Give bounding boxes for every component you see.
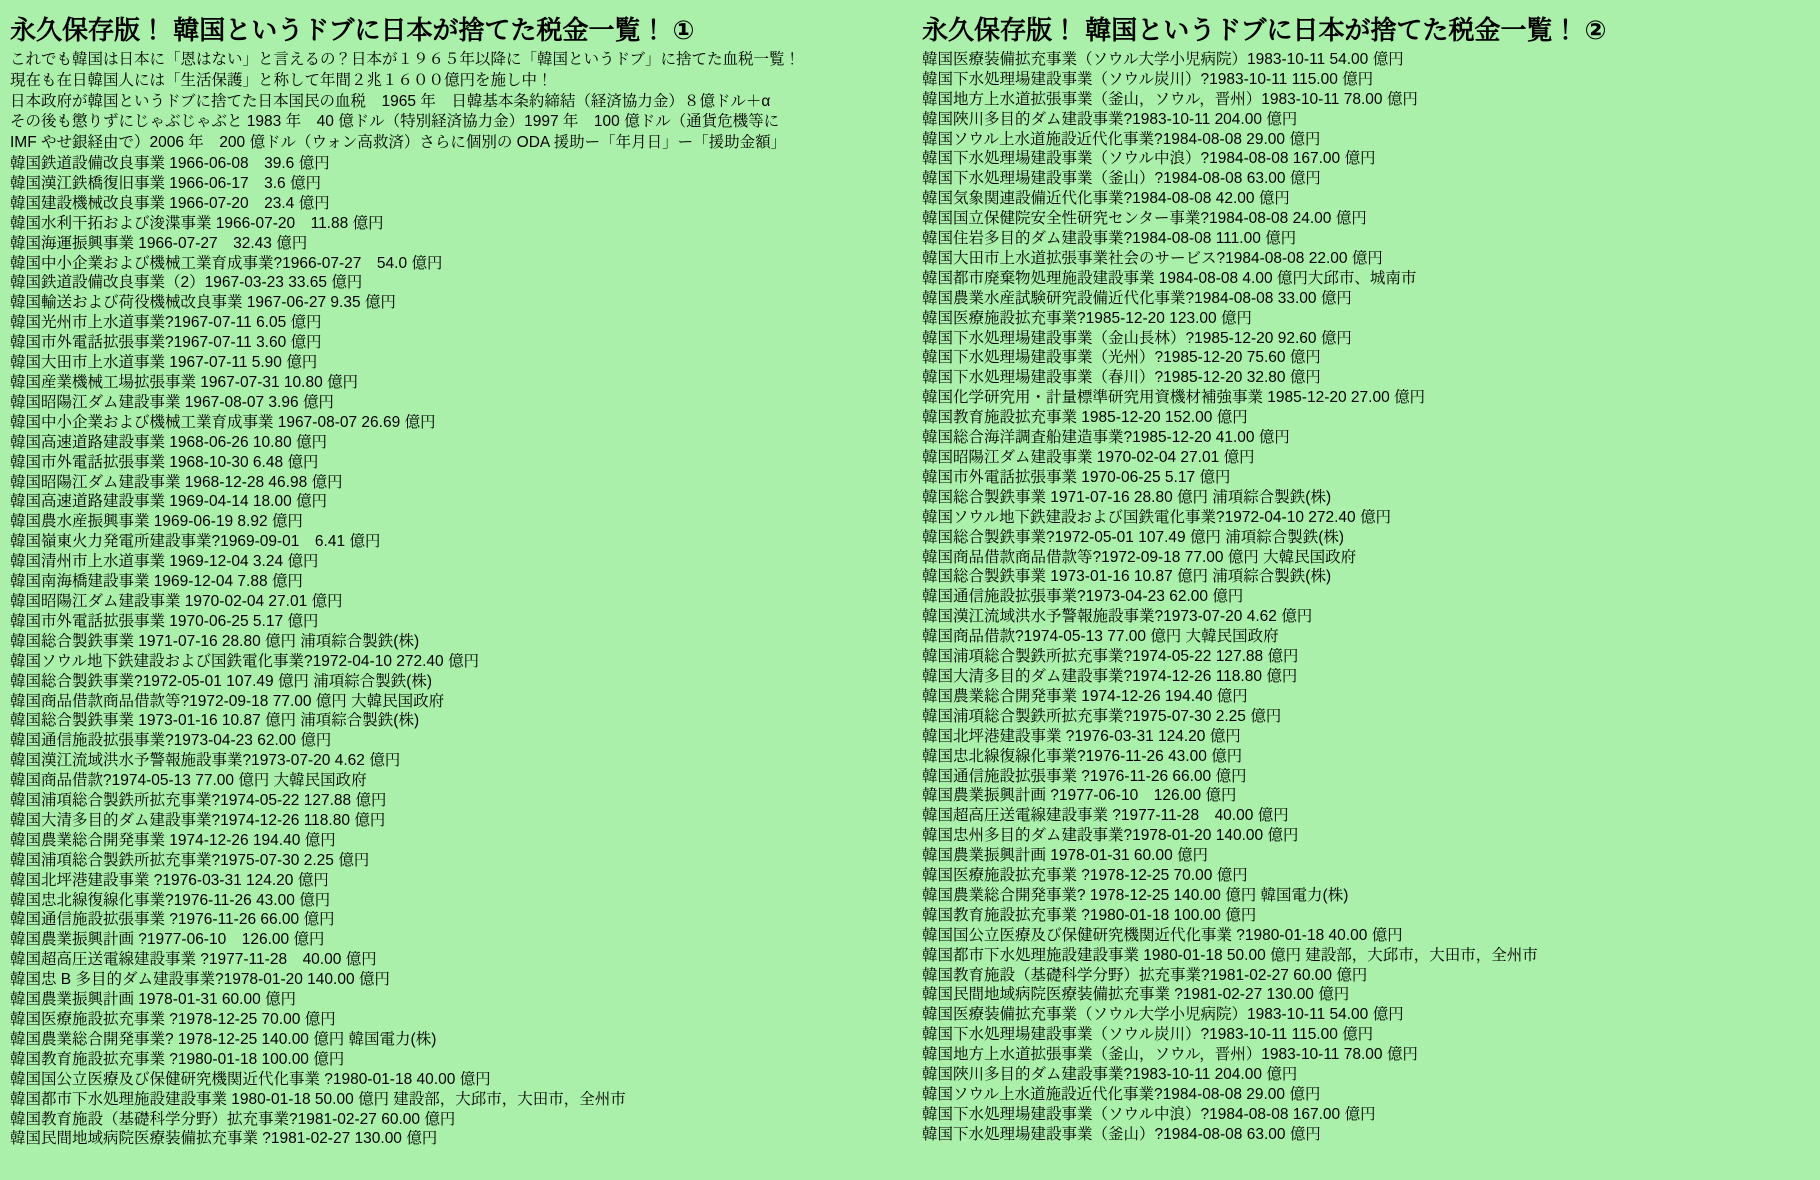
list-item: 韓国化学研究用・計量標準研究用資機材補強事業 1985-12-20 27.00 億円	[922, 389, 1425, 407]
list-item: 韓国医療装備拡充事業（ソウル大学小児病院）1983-10-11 54.00 億円	[922, 1006, 1404, 1024]
list-item: 韓国住岩多目的ダム建設事業?1984-08-08 111.00 億円	[922, 230, 1297, 248]
list-item: 韓国中小企業および機械工業育成事業?1966-07-27 54.0 億円	[10, 254, 443, 272]
list-item: 韓国浦項総合製鉄所拡充事業?1975-07-30 2.25 億円	[10, 851, 370, 869]
list-item: 韓国北坪港建設事業 ?1976-03-31 124.20 億円	[10, 871, 329, 889]
list-item: 韓国市外電話拡張事業 1968-10-30 6.48 億円	[10, 453, 319, 471]
list-item: 韓国漢江流域洪水予警報施設事業?1973-07-20 4.62 億円	[10, 752, 401, 770]
column-left-title-text: 永久保存版！ 韓国というドブに日本が捨てた税金一覧！	[10, 15, 667, 45]
list-item: 韓国下水処理場建設事業（金山長林）?1985-12-20 92.60 億円	[922, 329, 1352, 347]
list-item: 韓国総合海洋調査船建造事業?1985-12-20 41.00 億円	[922, 429, 1290, 447]
list-item: 韓国嶺東火力発電所建設事業?1969-09-01 6.41 億円	[10, 533, 381, 551]
column-left-number: ①	[672, 15, 695, 45]
list-item: 韓国大清多目的ダム建設事業?1974-12-26 118.80 億円	[922, 667, 1298, 685]
list-item: 韓国ソウル地下鉄建設および国鉄電化事業?1972-04-10 272.40 億円	[10, 652, 479, 670]
list-item: 韓国教育施設拡充事業 ?1980-01-18 100.00 億円	[10, 1050, 345, 1068]
list-item: 韓国鉄道設備改良事業 1966-06-08 39.6 億円	[10, 155, 330, 173]
list-item: 韓国超高圧送電線建設事業 ?1977-11-28 40.00 億円	[10, 951, 377, 969]
list-item: 韓国市外電話拡張事業 1970-06-25 5.17 億円	[922, 468, 1231, 486]
list-item: 韓国商品借款?1974-05-13 77.00 億円 大韓民国政府	[922, 628, 1279, 646]
list-item: 韓国忠北線復線化事業?1976-11-26 43.00 億円	[922, 747, 1243, 765]
lead-line: その後も懲りずにじゃぶじゃぶと 1983 年 40 億ドル（特別経済協力金）1997 年 100 億ドル（通貨危機等に	[10, 113, 780, 131]
list-item: 韓国総合製鉄事業?1972-05-01 107.49 億円 浦項綜合製鉄(株)	[10, 672, 433, 690]
list-item: 韓国教育施設（基礎科学分野）拡充事業?1981-02-27 60.00 億円	[922, 966, 1368, 984]
list-item: 韓国忠北線復線化事業?1976-11-26 43.00 億円	[10, 891, 331, 909]
list-item: 韓国民間地域病院医療装備拡充事業 ?1981-02-27 130.00 億円	[922, 986, 1350, 1004]
list-item: 韓国地方上水道拡張事業（釜山，ソウル，晋州）1983-10-11 78.00 億円	[922, 1046, 1418, 1064]
list-item: 韓国通信施設拡張事業?1973-04-23 62.00 億円	[922, 588, 1244, 606]
list-item: 韓国鉄道設備改良事業（2）1967-03-23 33.65 億円	[10, 274, 363, 292]
list-item: 韓国農業振興計画 ?1977-06-10 126.00 億円	[10, 931, 325, 949]
list-item: 韓国建設機械改良事業 1966-07-20 23.4 億円	[10, 194, 330, 212]
list-item: 韓国医療施設拡充事業?1985-12-20 123.00 億円	[922, 309, 1252, 327]
list-item: 韓国下水処理場建設事業（春川）?1985-12-20 32.80 億円	[922, 369, 1321, 387]
list-item: 韓国大田市上水道拡張事業社会のサービス?1984-08-08 22.00 億円	[922, 249, 1383, 267]
list-item: 韓国ソウル上水道施設近代化事業?1984-08-08 29.00 億円	[922, 130, 1321, 148]
list-item: 韓国国公立医療及び保健研究機関近代化事業 ?1980-01-18 40.00 億円	[922, 926, 1403, 944]
list-item: 韓国浦項総合製鉄所拡充事業?1974-05-22 127.88 億円	[10, 792, 387, 810]
list-item: 韓国総合製鉄事業 1973-01-16 10.87 億円 浦項綜合製鉄(株)	[10, 712, 420, 730]
list-item: 韓国市外電話拡張事業 1970-06-25 5.17 億円	[10, 612, 319, 630]
list-item: 韓国忠州多目的ダム建設事業?1978-01-20 140.00 億円	[922, 827, 1299, 845]
list-item: 韓国中小企業および機械工業育成事業 1967-08-07 26.69 億円	[10, 413, 436, 431]
list-item: 韓国浦項総合製鉄所拡充事業?1974-05-22 127.88 億円	[922, 648, 1299, 666]
lead-line: IMF やせ銀経由で）2006 年 200 億ドル（ウォン高救済）さらに個別の ODA 援助ー「年月日」ー「援助金額」	[10, 134, 787, 152]
list-item: 韓国陜川多目的ダム建設事業?1983-10-11 204.00 億円	[922, 1066, 1298, 1084]
list-item: 韓国ソウル上水道施設近代化事業?1984-08-08 29.00 億円	[922, 1086, 1321, 1104]
column-right-title	[922, 16, 1814, 46]
list-item: 韓国都市廃棄物処理施設建設事業 1984-08-08 4.00 億円大邱市、城南市	[922, 269, 1417, 287]
list-item: 韓国下水処理場建設事業（ソウル中浪）?1984-08-08 167.00 億円	[922, 1105, 1376, 1123]
list-item: 韓国産業機械工場拡張事業 1967-07-31 10.80 億円	[10, 374, 358, 391]
list-item: 韓国商品借款?1974-05-13 77.00 億円 大韓民国政府	[10, 772, 367, 790]
lead-line: これでも韓国は日本に「恩はない」と言えるの？日本が１９６５年以降に「韓国というドブ」に捨てた血税一覧！	[10, 50, 801, 68]
column-right-number: ②	[1584, 15, 1607, 45]
list-item: 韓国農業総合開発事業 1974-12-26 194.40 億円	[922, 687, 1248, 705]
list-item: 韓国大清多目的ダム建設事業?1974-12-26 118.80 億円	[10, 811, 386, 829]
list-item: 韓国医療施設拡充事業 ?1978-12-25 70.00 億円	[10, 1011, 336, 1028]
column-left-entries	[10, 154, 904, 1149]
list-item: 韓国大田市上水道事業 1967-07-11 5.90 億円	[10, 354, 318, 372]
list-item: 韓国浦項総合製鉄所拡充事業?1975-07-30 2.25 億円	[922, 707, 1282, 725]
column-right-entries	[922, 50, 1814, 1145]
list-item: 韓国農業総合開発事業? 1978-12-25 140.00 億円 韓国電力(株)	[922, 886, 1349, 904]
list-item: 韓国昭陽江ダム建設事業 1968-12-28 46.98 億円	[10, 473, 343, 491]
column-left-lead	[10, 50, 904, 153]
list-item: 韓国南海橋建設事業 1969-12-04 7.88 億円	[10, 573, 303, 591]
list-item: 韓国農水産振興事業 1969-06-19 8.92 億円	[10, 513, 303, 531]
list-item: 韓国市外電話拡張事業?1967-07-11 3.60 億円	[10, 334, 322, 352]
list-item: 韓国医療施設拡充事業 ?1978-12-25 70.00 億円	[922, 867, 1248, 885]
list-item: 韓国総合製鉄事業 1971-07-16 28.80 億円 浦項綜合製鉄(株)	[922, 488, 1332, 506]
list-item: 韓国清州市上水道事業 1969-12-04 3.24 億円	[10, 553, 319, 571]
list-item: 韓国通信施設拡張事業 ?1976-11-26 66.00 億円	[922, 767, 1247, 785]
list-item: 韓国昭陽江ダム建設事業 1967-08-07 3.96 億円	[10, 393, 334, 411]
list-item: 韓国教育施設（基礎科学分野）拡充事業?1981-02-27 60.00 億円	[10, 1110, 456, 1128]
list-item: 韓国下水処理場建設事業（釜山）?1984-08-08 63.00 億円	[922, 1125, 1321, 1143]
list-item: 韓国農業総合開発事業? 1978-12-25 140.00 億円 韓国電力(株)	[10, 1030, 437, 1048]
list-item: 韓国高速道路建設事業 1969-04-14 18.00 億円	[10, 493, 327, 511]
list-item: 韓国農業振興計画 1978-01-31 60.00 億円	[922, 847, 1208, 865]
list-item: 韓国総合製鉄事業 1971-07-16 28.80 億円 浦項綜合製鉄(株)	[10, 632, 420, 650]
lead-line: 日本政府が韓国というドブに捨てた日本国民の血税 1965 年 日韓基本条約締結（経済協力金）８億ドル＋α	[10, 92, 771, 110]
list-item: 韓国商品借款商品借款等?1972-09-18 77.00 億円 大韓民国政府	[922, 548, 1357, 566]
list-item: 韓国ソウル地下鉄建設および国鉄電化事業?1972-04-10 272.40 億円	[922, 508, 1391, 526]
list-item: 韓国輸送および荷役機械改良事業 1967-06-27 9.35 億円	[10, 294, 396, 312]
list-item: 韓国光州市上水道事業?1967-07-11 6.05 億円	[10, 314, 322, 332]
list-item: 韓国高速道路建設事業 1968-06-26 10.80 億円	[10, 433, 327, 451]
list-item: 韓国忠 B 多目的ダム建設事業?1978-01-20 140.00 億円	[10, 971, 390, 989]
list-item: 韓国下水処理場建設事業（ソウル中浪）?1984-08-08 167.00 億円	[922, 150, 1376, 168]
column-right-title-text: 永久保存版！ 韓国というドブに日本が捨てた税金一覧！	[922, 15, 1579, 45]
list-item: 韓国漢江流域洪水予警報施設事業?1973-07-20 4.62 億円	[922, 608, 1313, 626]
list-item: 韓国昭陽江ダム建設事業 1970-02-04 27.01 億円	[10, 592, 343, 610]
list-item: 韓国農業振興計画 ?1977-06-10 126.00 億円	[922, 787, 1237, 805]
list-item: 韓国農業水産試験研究設備近代化事業?1984-08-08 33.00 億円	[922, 289, 1352, 307]
list-item: 韓国昭陽江ダム建設事業 1970-02-04 27.01 億円	[922, 449, 1255, 467]
list-item: 韓国通信施設拡張事業 ?1976-11-26 66.00 億円	[10, 911, 335, 929]
list-item: 韓国下水処理場建設事業（光州）?1985-12-20 75.60 億円	[922, 349, 1321, 367]
column-right	[910, 0, 1820, 1180]
list-item: 韓国下水処理場建設事業（ソウル炭川）?1983-10-11 115.00 億円	[922, 1026, 1374, 1044]
list-item: 韓国海運振興事業 1966-07-27 32.43 億円	[10, 234, 308, 252]
list-item: 韓国総合製鉄事業 1973-01-16 10.87 億円 浦項綜合製鉄(株)	[922, 568, 1332, 586]
list-item: 韓国漢江鉄橋復旧事業 1966-06-17 3.6 億円	[10, 174, 321, 192]
list-item: 韓国農業総合開発事業 1974-12-26 194.40 億円	[10, 831, 336, 849]
list-item: 韓国教育施設拡充事業 ?1980-01-18 100.00 億円	[922, 906, 1257, 924]
list-item: 韓国都市下水処理施設建設事業 1980-01-18 50.00 億円 建設部，大邱市，大田市，全州市	[10, 1090, 626, 1108]
list-item: 韓国超高圧送電線建設事業 ?1977-11-28 40.00 億円	[922, 807, 1289, 825]
list-item: 韓国国立保健院安全性研究センター事業?1984-08-08 24.00 億円	[922, 210, 1367, 228]
column-left-title	[10, 16, 904, 46]
list-item: 韓国農業振興計画 1978-01-31 60.00 億円	[10, 991, 296, 1009]
list-item: 韓国下水処理場建設事業（釜山）?1984-08-08 63.00 億円	[922, 170, 1321, 188]
list-item: 韓国商品借款商品借款等?1972-09-18 77.00 億円 大韓民国政府	[10, 692, 445, 710]
list-item: 韓国水利干拓および浚渫事業 1966-07-20 11.88 億円	[10, 214, 384, 232]
list-item: 韓国民間地域病院医療装備拡充事業 ?1981-02-27 130.00 億円	[10, 1130, 438, 1148]
list-item: 韓国総合製鉄事業?1972-05-01 107.49 億円 浦項綜合製鉄(株)	[922, 528, 1345, 546]
list-item: 韓国教育施設拡充事業 1985-12-20 152.00 億円	[922, 409, 1248, 427]
list-item: 韓国都市下水処理施設建設事業 1980-01-18 50.00 億円 建設部，大邱市，大田市，全州市	[922, 946, 1538, 964]
list-item: 韓国北坪港建設事業 ?1976-03-31 124.20 億円	[922, 727, 1241, 745]
list-item: 韓国国公立医療及び保健研究機関近代化事業 ?1980-01-18 40.00 億円	[10, 1070, 491, 1088]
list-item: 韓国医療装備拡充事業（ソウル大学小児病院）1983-10-11 54.00 億円	[922, 50, 1404, 68]
lead-line: 現在も在日韓国人には「生活保護」と称して年間２兆１６００億円を施し中！	[10, 71, 553, 89]
list-item: 韓国陜川多目的ダム建設事業?1983-10-11 204.00 億円	[922, 110, 1298, 128]
list-item: 韓国通信施設拡張事業?1973-04-23 62.00 億円	[10, 732, 332, 750]
list-item: 韓国気象関連設備近代化事業?1984-08-08 42.00 億円	[922, 190, 1290, 208]
list-item: 韓国下水処理場建設事業（ソウル炭川）?1983-10-11 115.00 億円	[922, 70, 1374, 88]
list-item: 韓国地方上水道拡張事業（釜山，ソウル，晋州）1983-10-11 78.00 億円	[922, 90, 1418, 108]
